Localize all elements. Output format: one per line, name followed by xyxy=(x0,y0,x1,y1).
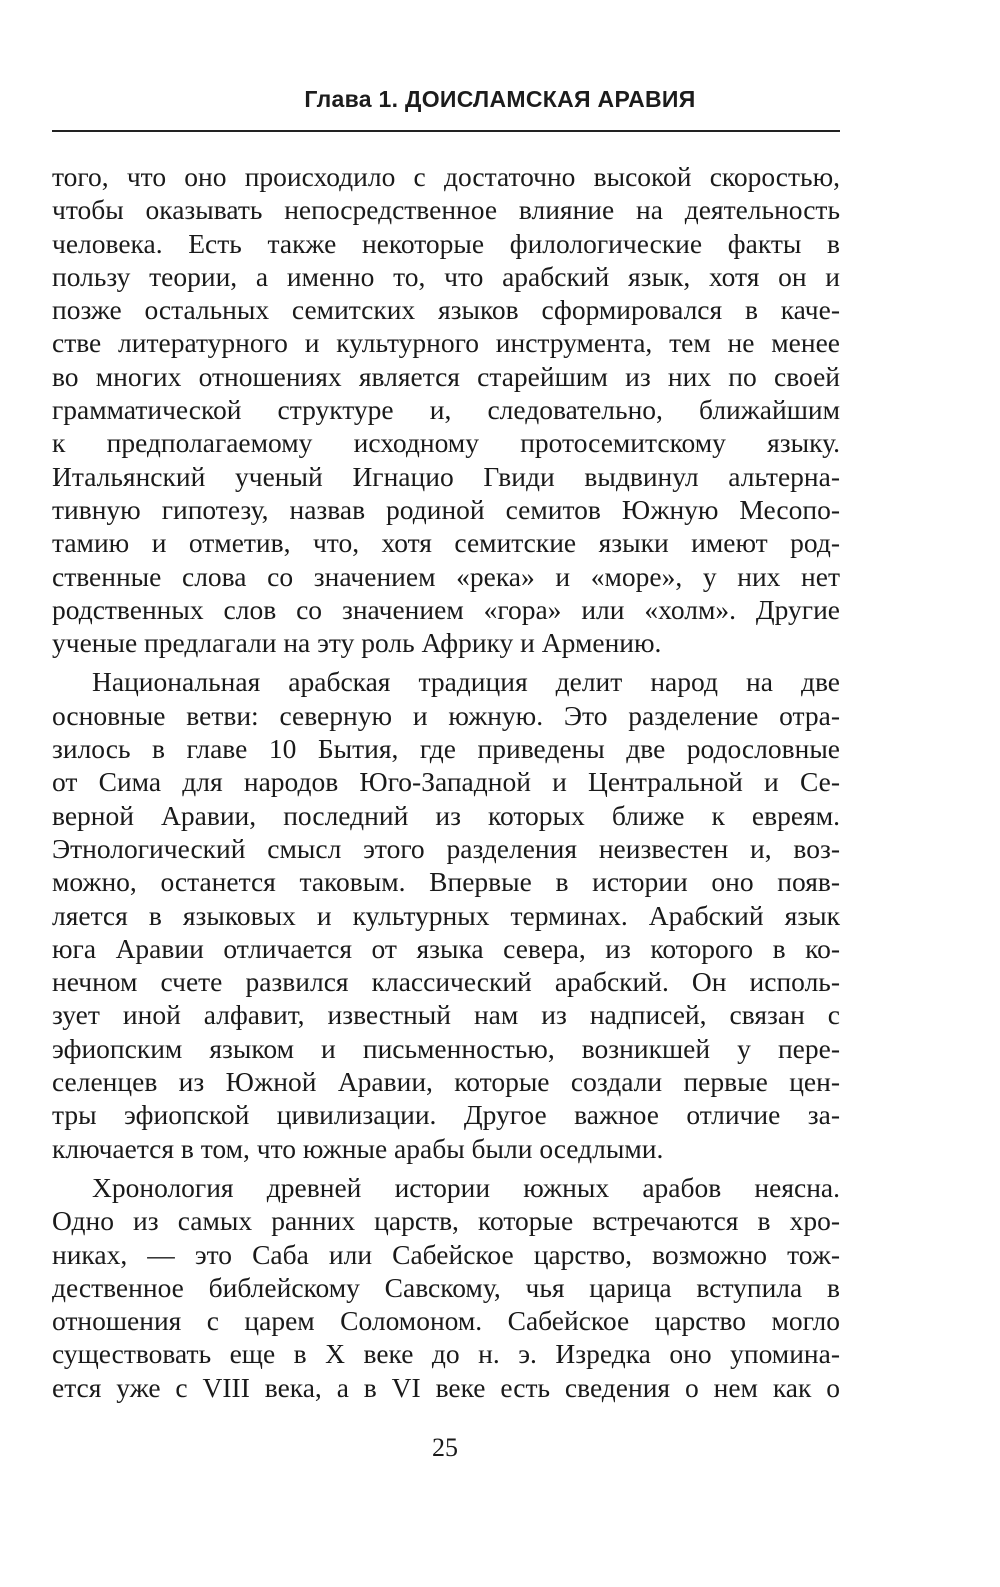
text-line: позже остальных семитских языков сформировался в каче- xyxy=(52,294,840,326)
text-line: ется уже с VIII века, а в VI веке есть сведения о нем как о xyxy=(52,1371,840,1403)
text-line: можно, останется таковым. Впервые в истории оно появ- xyxy=(52,866,840,898)
text-line: юга Аравии отличается от языка севера, из которого в ко- xyxy=(52,932,840,964)
text-line: ственные слова со значением «река» и «море», у них нет xyxy=(52,560,840,592)
text-line: отношения с царем Соломоном. Сабейское царство могло xyxy=(52,1305,840,1337)
text-line: стве литературного и культурного инструмента, тем не менее xyxy=(52,327,840,359)
paragraph xyxy=(52,160,840,659)
text-line: нечном счете развился классический арабский. Он исполь- xyxy=(52,966,840,998)
text-line: родственных слов со значением «гора» или «холм». Другие xyxy=(52,593,840,625)
text-line: того, что оно происходило с достаточно высокой скоростью, xyxy=(52,161,840,192)
text-line: Этнологический смысл этого разделения неизвестен и, воз- xyxy=(52,832,840,864)
text-line: зует иной алфавит, известный нам из надписей, связан с xyxy=(52,999,840,1031)
text-line: селенцев из Южной Аравии, которые создали первые цен- xyxy=(52,1066,840,1098)
text-line: Итальянский ученый Игнацио Гвиди выдвинул альтерна- xyxy=(52,460,840,492)
text-line: эфиопским языком и письменностью, возникшей у пере- xyxy=(52,1032,840,1064)
text-line: Хронология древней истории южных арабов неясна. xyxy=(92,1171,840,1203)
page-body xyxy=(52,160,840,1410)
text-line: основные ветви: северную и южную. Это разделение отра- xyxy=(52,699,840,731)
header-rule xyxy=(52,130,840,132)
text-line: ученые предлагали на эту роль Африку и Армению. xyxy=(52,627,662,659)
text-line: тивную гипотезу, назвав родиной семитов Южную Месопо- xyxy=(52,493,840,525)
text-line: от Сима для народов Юго-Западной и Центральной и Се- xyxy=(52,766,840,798)
text-line: дественное библейскому Савскому, чья царица вступила в xyxy=(52,1271,840,1303)
text-line: грамматической структуре и, следовательно, ближайшим xyxy=(52,394,840,426)
text-line: ключается в том, что южные арабы были оседлыми. xyxy=(52,1132,664,1164)
text-line: во многих отношениях является старейшим из них по своей xyxy=(52,360,840,392)
text-line: к предполагаемому исходному протосемитскому языку. xyxy=(52,427,840,459)
text-line: Одно из самых ранних царств, которые встречаются в хро- xyxy=(52,1205,840,1237)
text-line: человека. Есть также некоторые филологические факты в xyxy=(52,227,840,259)
paragraph xyxy=(52,1171,840,1404)
text-line: существовать еще в X веке до н. э. Изредка оно упомина- xyxy=(52,1338,840,1370)
text-line: чтобы оказывать непосредственное влияние на деятельность xyxy=(52,194,840,226)
text-line: тамию и отметив, что, хотя семитские языки имеют род- xyxy=(52,527,840,559)
text-line: верной Аравии, последний из которых ближе к евреям. xyxy=(52,799,840,831)
paragraph xyxy=(52,665,840,1164)
text-line: никах, — это Саба или Сабейское царство, возможно тож- xyxy=(52,1238,840,1270)
text-line: ляется в языковых и культурных терминах. Арабский язык xyxy=(52,899,840,931)
text-line: тры эфиопской цивилизации. Другое важное отличие за- xyxy=(52,1099,840,1131)
running-head: Глава 1. ДОИСЛАМСКАЯ АРАВИЯ xyxy=(304,86,696,112)
text-line: пользу теории, а именно то, что арабский язык, хотя он и xyxy=(52,260,840,292)
text-line: Национальная арабская традиция делит народ на две xyxy=(92,666,840,698)
text-line: зилось в главе 10 Бытия, где приведены две родословные xyxy=(52,733,840,765)
page-number: 25 xyxy=(432,1433,458,1462)
